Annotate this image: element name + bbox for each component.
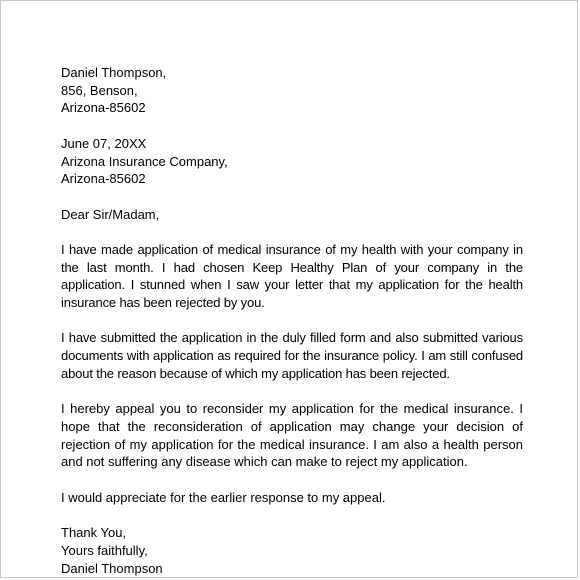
recipient-city: Arizona-85602	[61, 171, 146, 187]
sender-name: Daniel Thompson,	[61, 65, 167, 80]
signature-name: Daniel Thompson	[61, 560, 163, 576]
closing	[61, 524, 523, 577]
date-and-recipient	[61, 135, 523, 188]
recipient-company: Arizona Insurance Company,	[61, 153, 228, 169]
paragraph-response: I would appreciate for the earlier response to my appeal.	[61, 489, 386, 505]
sender-street: 856, Benson,	[61, 82, 138, 98]
sender-address	[61, 64, 523, 117]
paragraph-submission: I have submitted the application in the duly filled form and also submitted various documents with application as required for the insurance policy. I am still confused about the reason because of which my application has been rejected.	[61, 330, 523, 381]
paragraph-application: I have made application of medical insurance of my health with your company in the last month. I had chosen Keep Healthy Plan of your company in the application. I stunned when I saw your letter that my application for the health insurance has been rejected by you.	[61, 241, 523, 311]
letter-body	[61, 64, 523, 577]
sender-city: Arizona-85602	[61, 100, 146, 116]
closing-signoff: Yours faithfully,	[61, 542, 148, 558]
closing-thanks: Thank You,	[61, 525, 127, 541]
letter-date: June 07, 20XX	[61, 135, 147, 151]
paragraph-appeal: I hereby appeal you to reconsider my application for the medical insurance. I hope that the reconsideration of application may change your decision of rejection of my application for the medical insurance. I am also a health person and not suffering any disease which can make to reject my application.	[61, 401, 523, 470]
salutation: Dear Sir/Madam,	[61, 206, 160, 222]
